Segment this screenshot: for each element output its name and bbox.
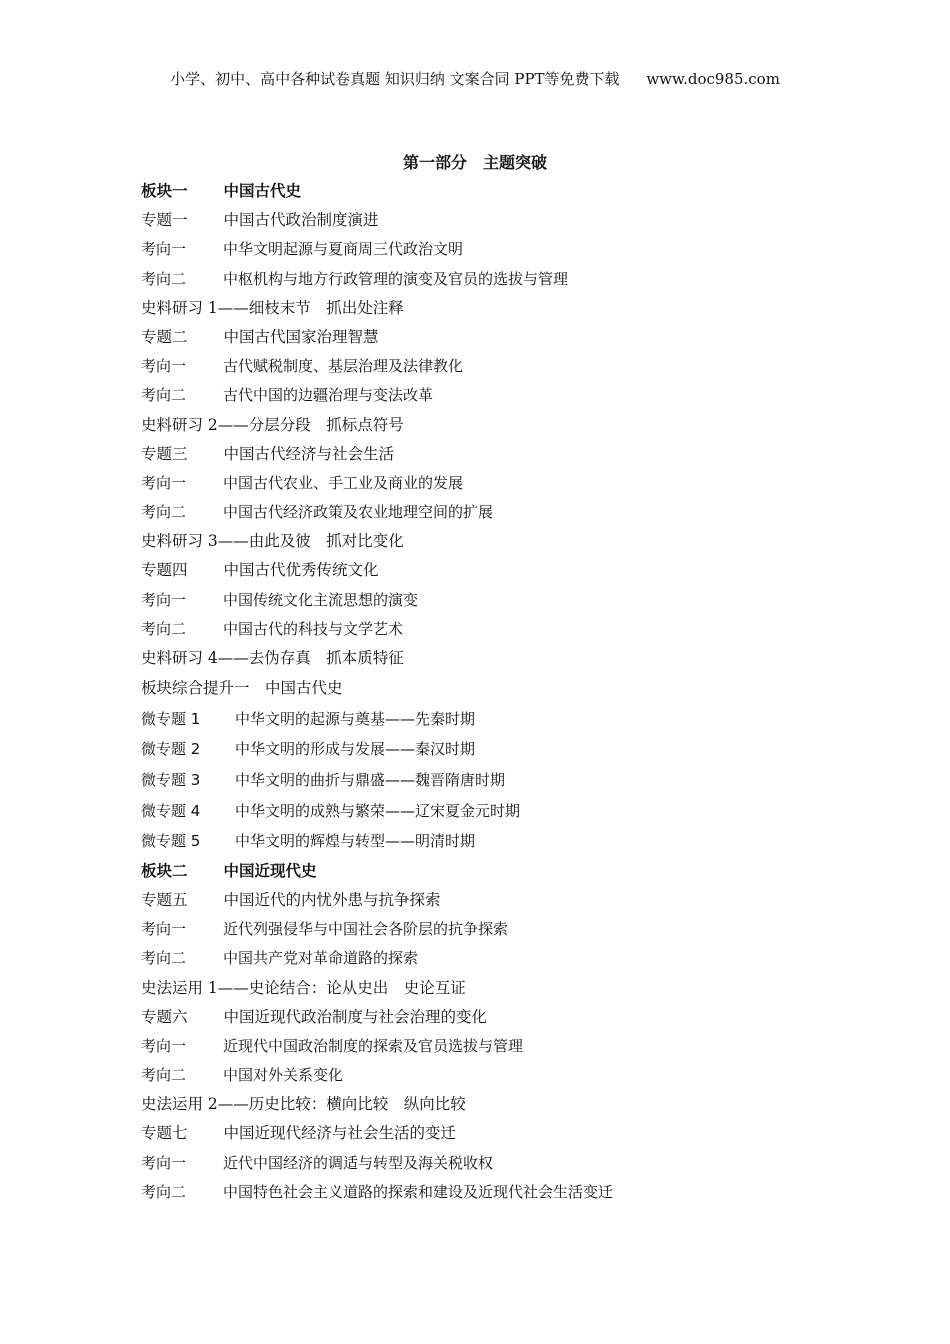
table-of-contents [141,177,841,1207]
toc-row-gap [208,1008,224,1026]
toc-row-gap [220,802,235,820]
toc-row-label: 板块综合提升一 [141,679,250,698]
toc-row-title: 去伪存真 抓本质特征 [248,649,404,667]
toc-row-label: 微专题 3 [141,770,201,789]
toc-row-title: 史论结合：论从史出 史论互证 [248,978,466,997]
toc-row-label: 考向一 [141,590,187,609]
toc-row [141,1090,841,1119]
toc-row-label: 考向一 [141,357,187,376]
toc-row [141,974,841,1003]
toc-row [141,294,841,323]
toc-row-title: 中国古代农业、手工业及商业的发展 [223,473,464,492]
toc-row-label: 专题一 [141,211,188,230]
toc-row [141,527,841,556]
toc-row [141,469,841,498]
toc-row [141,765,841,796]
toc-row-label: 专题七 [141,1124,188,1143]
toc-row-label: 专题三 [141,444,188,463]
toc-row [141,352,841,381]
toc-row-title: 中华文明的成熟与繁荣——辽宋夏金元时期 [235,801,521,820]
toc-row-title: 古代中国的边疆治理与变法改革 [223,386,434,405]
page-header [0,68,950,89]
toc-row-title: 中国古代政治制度演进 [223,211,379,230]
toc-row [141,673,841,704]
toc-row-label: 考向二 [141,1066,187,1085]
toc-row-gap [208,182,224,200]
toc-row-gap [208,445,224,463]
toc-row-label: 考向一 [141,1153,187,1172]
toc-row-gap [208,270,223,288]
toc-row [141,265,841,294]
toc-row-title: 中国近现代史 [223,861,317,880]
toc-row-label: 考向二 [141,503,187,522]
toc-row-title: 中国近现代政治制度与社会治理的变化 [223,1007,488,1026]
toc-row [141,381,841,410]
toc-row-gap [208,920,223,938]
toc-row-title: 中国古代史 [265,679,343,698]
toc-row-gap [208,240,223,258]
toc-row-gap [208,503,223,521]
header-site: www.doc985.com [646,70,780,88]
toc-row-label: 微专题 1 [141,709,201,728]
toc-row-gap [220,832,235,850]
toc-row-title: 古代赋税制度、基层治理及法律教化 [223,357,464,376]
toc-row [141,915,841,944]
toc-row-title: 中枢机构与地方行政管理的演变及官员的选拔与管理 [223,269,569,288]
toc-row-gap [208,1124,224,1142]
toc-row [141,1003,841,1032]
toc-row [141,1178,841,1207]
toc-row-label: 考向二 [141,1182,187,1201]
toc-row [141,644,841,673]
toc-row-gap [208,561,224,579]
toc-row-label: 专题五 [141,890,188,909]
toc-row [141,1061,841,1090]
part-title: 第一部分 主题突破 [402,153,547,172]
toc-row [141,206,841,235]
toc-row-title: 分层分段 抓标点符号 [248,415,404,434]
toc-row-gap [208,949,223,967]
toc-row [141,556,841,585]
toc-row-title: 中华文明的形成与发展——秦汉时期 [235,740,476,759]
toc-row-title: 历史比较：横向比较 纵向比较 [248,1095,466,1114]
toc-row [141,944,841,973]
toc-row-label: 考向一 [141,473,187,492]
toc-row-label: 考向二 [141,269,187,288]
toc-row [141,177,841,206]
toc-row-title: 中国共产党对革命道路的探索 [223,949,419,968]
toc-row-gap [220,740,235,758]
toc-row-title: 近代中国经济的调适与转型及海关税收权 [223,1153,494,1172]
toc-row-gap [208,862,224,880]
toc-row-title: 中国对外关系变化 [223,1066,344,1085]
toc-row-label: 专题二 [141,327,188,346]
toc-row [141,886,841,915]
toc-row [141,1032,841,1061]
toc-row-title: 中国古代史 [223,182,302,200]
toc-row-label: 史料研习 3—— [141,532,249,551]
toc-row-gap [208,211,224,229]
toc-row-label: 史料研习 4—— [141,649,249,667]
toc-row-gap [208,1037,223,1055]
toc-row-label: 考向二 [141,619,187,638]
toc-row-gap [208,328,224,346]
toc-row-gap [208,1183,223,1201]
toc-row-gap [208,1154,223,1172]
toc-row-label: 板块二 [141,861,188,880]
toc-row-label: 史料研习 2—— [141,415,249,434]
toc-row-label: 专题四 [141,561,188,580]
toc-row [141,1119,841,1148]
toc-row-title: 中华文明的起源与奠基——先秦时期 [235,709,476,728]
toc-row-gap [208,386,223,404]
toc-row-label: 专题六 [141,1007,188,1026]
header-text: 小学、初中、高中各种试卷真题 知识归纳 文案合同 PPT等免费下载 [170,70,620,88]
toc-row-title: 中华文明的曲折与鼎盛——魏晋隋唐时期 [235,770,506,789]
toc-row-title: 中国古代经济政策及农业地理空间的扩展 [223,503,494,522]
toc-row-label: 考向二 [141,949,187,968]
toc-row-label: 考向一 [141,1036,187,1055]
toc-row-title: 中国近代的内忧外患与抗争探索 [223,890,441,909]
toc-row-label: 微专题 2 [141,740,201,759]
toc-row-label: 微专题 5 [141,832,201,851]
toc-row-label: 板块一 [141,182,188,200]
toc-row [141,734,841,765]
toc-row [141,235,841,264]
toc-row-title: 中国古代优秀传统文化 [223,561,379,580]
toc-row-gap [208,891,224,909]
toc-row [141,440,841,469]
toc-row [141,826,841,857]
toc-row-label: 史法运用 2—— [141,1095,249,1114]
toc-row-gap [250,679,266,697]
toc-row-title: 中华文明起源与夏商周三代政治文明 [223,240,464,259]
toc-row-title: 细枝末节 抓出处注释 [248,298,404,317]
toc-row [141,704,841,735]
toc-row-title: 近现代中国政治制度的探索及官员选拔与管理 [223,1036,524,1055]
toc-row [141,796,841,827]
toc-row-title: 中国近现代经济与社会生活的变迁 [223,1124,457,1143]
toc-row-title: 中国古代国家治理智慧 [223,327,379,346]
toc-row [141,615,841,644]
toc-row-label: 史法运用 1—— [141,978,249,997]
toc-row-gap [208,357,223,375]
toc-row-gap [220,710,235,728]
toc-row [141,498,841,527]
toc-row [141,857,841,886]
toc-row-gap [208,591,223,609]
toc-row [141,586,841,615]
toc-row-gap [208,620,223,638]
toc-row-gap [208,1066,223,1084]
toc-row-gap [208,474,223,492]
toc-row-title: 中国古代经济与社会生活 [223,444,395,463]
toc-row [141,323,841,352]
toc-row-title: 中国古代的科技与文学艺术 [223,619,404,638]
toc-row-title: 近代列强侵华与中国社会各阶层的抗争探索 [223,920,509,939]
toc-row-title: 中华文明的辉煌与转型——明清时期 [235,832,476,851]
toc-row-label: 微专题 4 [141,801,201,820]
toc-row-label: 史料研习 1—— [141,298,249,317]
toc-row-label: 考向二 [141,386,187,405]
toc-row-label: 考向一 [141,920,187,939]
toc-row-title: 中国特色社会主义道路的探索和建设及近现代社会生活变迁 [223,1182,614,1201]
toc-row-gap [220,771,235,789]
toc-row-title: 中国传统文化主流思想的演变 [223,590,419,609]
toc-row [141,1149,841,1178]
toc-row [141,411,841,440]
toc-row-label: 考向一 [141,240,187,259]
toc-row-title: 由此及彼 抓对比变化 [248,532,404,551]
